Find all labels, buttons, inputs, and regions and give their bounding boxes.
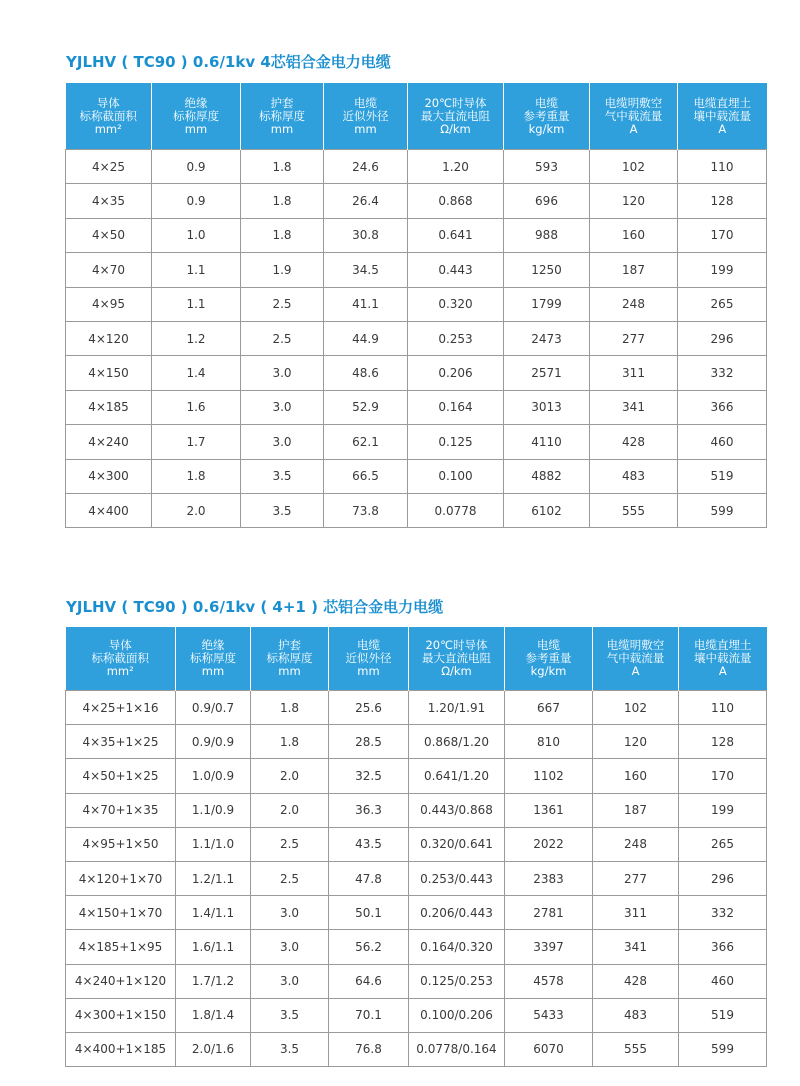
- header-line: 电缆: [535, 95, 558, 110]
- header-line: 参考重量: [525, 651, 572, 665]
- table-cell: 32.5: [329, 759, 409, 793]
- table-cell: 76.8: [329, 1032, 409, 1066]
- table-cell: 0.443/0.868: [409, 793, 505, 827]
- column-header: [409, 627, 505, 691]
- header-line: 电缆: [537, 638, 560, 652]
- table-row: [66, 759, 767, 793]
- table-cell: 1.8: [152, 459, 241, 493]
- table-cell: 311: [593, 896, 679, 930]
- table-cell: 160: [593, 759, 679, 793]
- table-cell: 6102: [504, 493, 590, 527]
- table-cell: 199: [678, 253, 767, 287]
- header-line: mm: [278, 664, 301, 678]
- table-cell: 3.0: [241, 425, 324, 459]
- header-line: 最大直流电阻: [421, 108, 490, 123]
- header-line: mm²: [94, 121, 122, 136]
- table-cell: 483: [590, 459, 678, 493]
- column-header: [504, 83, 590, 150]
- table-cell: 170: [678, 218, 767, 252]
- table-cell: 248: [590, 287, 678, 321]
- table-cell: 0.641/1.20: [409, 759, 505, 793]
- table-row: [66, 861, 767, 895]
- table-cell: 0.125/0.253: [409, 964, 505, 998]
- table-cell: 4110: [504, 425, 590, 459]
- header-line: 标称截面积: [79, 108, 137, 123]
- table-cell: 187: [593, 793, 679, 827]
- table-cell: 1102: [505, 759, 593, 793]
- table-cell: 0.9/0.9: [176, 725, 251, 759]
- table-cell: 1361: [505, 793, 593, 827]
- header-line: 壤中载流量: [693, 108, 751, 123]
- table-cell: 47.8: [329, 861, 409, 895]
- table-cell: 599: [679, 1032, 767, 1066]
- table-cell: 4×25: [66, 150, 152, 184]
- table-cell: 4×95+1×50: [66, 827, 176, 861]
- table-cell: 1250: [504, 253, 590, 287]
- header-line: A: [718, 664, 727, 678]
- table-cell: 199: [679, 793, 767, 827]
- table-cell: 4×150+1×70: [66, 896, 176, 930]
- table-cell: 4×120+1×70: [66, 861, 176, 895]
- table-cell: 593: [504, 150, 590, 184]
- table-cell: 50.1: [329, 896, 409, 930]
- section-2-title: YJLHV ( TC90 ) 0.6/1kv ( 4+1 ) 芯铝合金电力电缆: [66, 598, 444, 616]
- table-cell: 1.8: [241, 184, 324, 218]
- header-line: 壤中载流量: [694, 651, 752, 665]
- table-cell: 4×25+1×16: [66, 691, 176, 725]
- table-cell: 2.5: [251, 861, 329, 895]
- table-row: [66, 321, 767, 355]
- header-line: 导体: [96, 95, 120, 110]
- table-cell: 1.6/1.1: [176, 930, 251, 964]
- table-row: [66, 253, 767, 287]
- table-cell: 696: [504, 184, 590, 218]
- table-cell: 102: [590, 150, 678, 184]
- table-cell: 2571: [504, 356, 590, 390]
- table-cell: 34.5: [324, 253, 408, 287]
- section-1-title: YJLHV ( TC90 ) 0.6/1kv 4芯铝合金电力电缆: [66, 53, 391, 71]
- table-cell: 3.5: [241, 459, 324, 493]
- column-header: [241, 83, 324, 150]
- table-cell: 64.6: [329, 964, 409, 998]
- table-cell: 128: [678, 184, 767, 218]
- table-cell: 52.9: [324, 390, 408, 424]
- header-line: 电缆直埋土: [693, 95, 751, 110]
- header-line: 标称厚度: [173, 108, 219, 123]
- table-cell: 128: [679, 725, 767, 759]
- table-cell: 265: [678, 287, 767, 321]
- table-header: [66, 627, 767, 691]
- table-cell: 0.206/0.443: [409, 896, 505, 930]
- header-line: 近似外径: [345, 651, 392, 665]
- table-row: [66, 896, 767, 930]
- table-cell: 4×400: [66, 493, 152, 527]
- header-line: kg/km: [528, 121, 565, 136]
- header-line: 气中载流量: [604, 108, 663, 123]
- table-cell: 0.443: [408, 253, 504, 287]
- table-row: [66, 459, 767, 493]
- table-cell: 555: [593, 1032, 679, 1066]
- column-header: [251, 627, 329, 691]
- header-line: 电缆明敷空: [604, 95, 663, 110]
- header-line: 绝缘: [184, 95, 208, 110]
- table-cell: 0.100/0.206: [409, 998, 505, 1032]
- header-line: Ω/km: [440, 121, 471, 136]
- table-cell: 25.6: [329, 691, 409, 725]
- spec-table-4-core: [65, 83, 767, 528]
- table-cell: 4578: [505, 964, 593, 998]
- table-cell: 1.1: [152, 253, 241, 287]
- header-line: 标称厚度: [190, 651, 236, 665]
- table-cell: 1.20: [408, 150, 504, 184]
- table-cell: 1.8/1.4: [176, 998, 251, 1032]
- header-line: mm: [354, 121, 377, 136]
- table-cell: 3397: [505, 930, 593, 964]
- table-cell: 2383: [505, 861, 593, 895]
- table-row: [66, 930, 767, 964]
- table-row: [66, 390, 767, 424]
- table-cell: 810: [505, 725, 593, 759]
- table-row: [66, 287, 767, 321]
- table-cell: 66.5: [324, 459, 408, 493]
- table-cell: 332: [678, 356, 767, 390]
- table-cell: 1.7: [152, 425, 241, 459]
- table-cell: 1.0: [152, 218, 241, 252]
- table-cell: 56.2: [329, 930, 409, 964]
- header-line: mm: [357, 664, 380, 678]
- header-line: 护套: [270, 95, 294, 110]
- table-cell: 1.6: [152, 390, 241, 424]
- table-cell: 428: [593, 964, 679, 998]
- table-cell: 3.0: [241, 390, 324, 424]
- table-cell: 0.868/1.20: [409, 725, 505, 759]
- table-cell: 599: [678, 493, 767, 527]
- table-cell: 0.100: [408, 459, 504, 493]
- table-cell: 341: [593, 930, 679, 964]
- table-cell: 0.868: [408, 184, 504, 218]
- table-cell: 30.8: [324, 218, 408, 252]
- table-cell: 332: [679, 896, 767, 930]
- table-cell: 1.8: [241, 150, 324, 184]
- header-line: 电缆明敷空: [606, 638, 665, 652]
- table-cell: 483: [593, 998, 679, 1032]
- table-row: [66, 725, 767, 759]
- table-cell: 36.3: [329, 793, 409, 827]
- table-cell: 248: [593, 827, 679, 861]
- table-cell: 2.0: [251, 759, 329, 793]
- table-cell: 110: [678, 150, 767, 184]
- table-cell: 311: [590, 356, 678, 390]
- column-header: [329, 627, 409, 691]
- table-cell: 120: [593, 725, 679, 759]
- table-cell: 4×70+1×35: [66, 793, 176, 827]
- table-cell: 296: [678, 321, 767, 355]
- table-cell: 1.2: [152, 321, 241, 355]
- table-cell: 988: [504, 218, 590, 252]
- table-cell: 2781: [505, 896, 593, 930]
- table-cell: 4×95: [66, 287, 152, 321]
- table-cell: 2.0: [251, 793, 329, 827]
- header-line: A: [629, 121, 638, 136]
- table-cell: 110: [679, 691, 767, 725]
- table-cell: 0.320: [408, 287, 504, 321]
- table-cell: 170: [679, 759, 767, 793]
- table-cell: 1.2/1.1: [176, 861, 251, 895]
- table-cell: 43.5: [329, 827, 409, 861]
- table-cell: 3.5: [251, 998, 329, 1032]
- spec-table-4plus1-core: [65, 627, 767, 1067]
- header-line: Ω/km: [441, 664, 472, 678]
- table-cell: 3.5: [251, 1032, 329, 1066]
- table-cell: 0.206: [408, 356, 504, 390]
- table-cell: 62.1: [324, 425, 408, 459]
- table-cell: 366: [679, 930, 767, 964]
- table-cell: 265: [679, 827, 767, 861]
- table-cell: 341: [590, 390, 678, 424]
- table-cell: 0.164/0.320: [409, 930, 505, 964]
- table-cell: 4×240+1×120: [66, 964, 176, 998]
- table-cell: 519: [678, 459, 767, 493]
- table-cell: 277: [593, 861, 679, 895]
- table-cell: 28.5: [329, 725, 409, 759]
- table-row: [66, 793, 767, 827]
- table-cell: 277: [590, 321, 678, 355]
- table-cell: 1.8: [241, 218, 324, 252]
- table-cell: 0.641: [408, 218, 504, 252]
- table-cell: 2.5: [241, 321, 324, 355]
- table-row: [66, 998, 767, 1032]
- column-header: [593, 627, 679, 691]
- header-line: 电缆: [354, 95, 377, 110]
- table-row: [66, 964, 767, 998]
- table-cell: 0.164: [408, 390, 504, 424]
- table-cell: 1.7/1.2: [176, 964, 251, 998]
- table-cell: 48.6: [324, 356, 408, 390]
- table-row: [66, 1032, 767, 1066]
- table-cell: 44.9: [324, 321, 408, 355]
- table-row: [66, 493, 767, 527]
- table-cell: 3.5: [241, 493, 324, 527]
- column-header: [152, 83, 241, 150]
- table-cell: 2.0: [152, 493, 241, 527]
- table-cell: 0.9: [152, 184, 241, 218]
- header-line: A: [718, 121, 727, 136]
- table-row: [66, 827, 767, 861]
- table-cell: 0.320/0.641: [409, 827, 505, 861]
- header-line: 20℃时导体: [424, 95, 487, 110]
- header-line: kg/km: [530, 664, 567, 678]
- table-cell: 120: [590, 184, 678, 218]
- table-cell: 3.0: [251, 964, 329, 998]
- table-cell: 6070: [505, 1032, 593, 1066]
- column-header: [678, 83, 767, 150]
- table-cell: 0.253: [408, 321, 504, 355]
- table-cell: 1.4: [152, 356, 241, 390]
- column-header: [324, 83, 408, 150]
- table-cell: 555: [590, 493, 678, 527]
- table-cell: 1.20/1.91: [409, 691, 505, 725]
- table-cell: 70.1: [329, 998, 409, 1032]
- header-line: 护套: [278, 638, 301, 652]
- table-cell: 3.0: [241, 356, 324, 390]
- table-cell: 2.5: [241, 287, 324, 321]
- table-cell: 4×50: [66, 218, 152, 252]
- table-cell: 1.4/1.1: [176, 896, 251, 930]
- header-line: 20℃时导体: [425, 638, 488, 652]
- table-cell: 160: [590, 218, 678, 252]
- header-line: mm²: [106, 664, 134, 678]
- table-cell: 102: [593, 691, 679, 725]
- table-cell: 0.0778/0.164: [409, 1032, 505, 1066]
- table-cell: 2022: [505, 827, 593, 861]
- table-cell: 366: [678, 390, 767, 424]
- table-cell: 4×35: [66, 184, 152, 218]
- table-row: [66, 691, 767, 725]
- header-line: mm: [201, 664, 225, 678]
- header-line: 标称厚度: [266, 651, 313, 665]
- table-cell: 1.8: [251, 725, 329, 759]
- table-cell: 1.8: [251, 691, 329, 725]
- table-cell: 73.8: [324, 493, 408, 527]
- table-cell: 4882: [504, 459, 590, 493]
- table-row: [66, 218, 767, 252]
- column-header: [66, 83, 152, 150]
- table-row: [66, 356, 767, 390]
- table-cell: 1.1/1.0: [176, 827, 251, 861]
- table-cell: 0.9: [152, 150, 241, 184]
- table-cell: 667: [505, 691, 593, 725]
- table-cell: 4×185: [66, 390, 152, 424]
- column-header: [408, 83, 504, 150]
- table-cell: 1.0/0.9: [176, 759, 251, 793]
- table-cell: 2.0/1.6: [176, 1032, 251, 1066]
- table-cell: 4×50+1×25: [66, 759, 176, 793]
- table-cell: 3013: [504, 390, 590, 424]
- table-cell: 4×120: [66, 321, 152, 355]
- table-cell: 296: [679, 861, 767, 895]
- table-cell: 4×185+1×95: [66, 930, 176, 964]
- header-line: 最大直流电阻: [422, 651, 491, 665]
- table-cell: 0.9/0.7: [176, 691, 251, 725]
- header-line: 绝缘: [201, 638, 225, 652]
- table-cell: 2473: [504, 321, 590, 355]
- table-cell: 4×35+1×25: [66, 725, 176, 759]
- table-cell: 26.4: [324, 184, 408, 218]
- table-cell: 4×240: [66, 425, 152, 459]
- column-header: [66, 627, 176, 691]
- header-line: 标称截面积: [91, 651, 149, 665]
- table-header: [66, 83, 767, 150]
- table-cell: 0.253/0.443: [409, 861, 505, 895]
- header-line: mm: [270, 121, 294, 136]
- table-cell: 3.0: [251, 930, 329, 964]
- table-cell: 428: [590, 425, 678, 459]
- table-cell: 4×150: [66, 356, 152, 390]
- header-line: A: [631, 664, 640, 678]
- table-cell: 1.1: [152, 287, 241, 321]
- table-row: [66, 425, 767, 459]
- table-cell: 24.6: [324, 150, 408, 184]
- table-cell: 1.9: [241, 253, 324, 287]
- table-cell: 1799: [504, 287, 590, 321]
- table-cell: 4×400+1×185: [66, 1032, 176, 1066]
- table-row: [66, 150, 767, 184]
- table-cell: 1.1/0.9: [176, 793, 251, 827]
- header-line: 近似外径: [342, 108, 389, 123]
- header-line: 导体: [108, 638, 132, 652]
- column-header: [590, 83, 678, 150]
- column-header: [505, 627, 593, 691]
- header-line: mm: [184, 121, 208, 136]
- table-cell: 187: [590, 253, 678, 287]
- table-cell: 4×70: [66, 253, 152, 287]
- table-cell: 3.0: [251, 896, 329, 930]
- table-cell: 5433: [505, 998, 593, 1032]
- table-cell: 4×300: [66, 459, 152, 493]
- header-line: 标称厚度: [259, 108, 305, 123]
- table-cell: 0.0778: [408, 493, 504, 527]
- header-line: 电缆直埋土: [694, 638, 752, 652]
- header-line: 气中载流量: [606, 651, 665, 665]
- table-row: [66, 184, 767, 218]
- table-cell: 4×300+1×150: [66, 998, 176, 1032]
- table-cell: 0.125: [408, 425, 504, 459]
- table-cell: 519: [679, 998, 767, 1032]
- table-cell: 460: [679, 964, 767, 998]
- table-cell: 41.1: [324, 287, 408, 321]
- header-line: 参考重量: [523, 108, 570, 123]
- column-header: [176, 627, 251, 691]
- table-body: [66, 691, 767, 1067]
- table-body: [66, 150, 767, 528]
- column-header: [679, 627, 767, 691]
- table-cell: 2.5: [251, 827, 329, 861]
- table-cell: 460: [678, 425, 767, 459]
- header-line: 电缆: [357, 638, 380, 652]
